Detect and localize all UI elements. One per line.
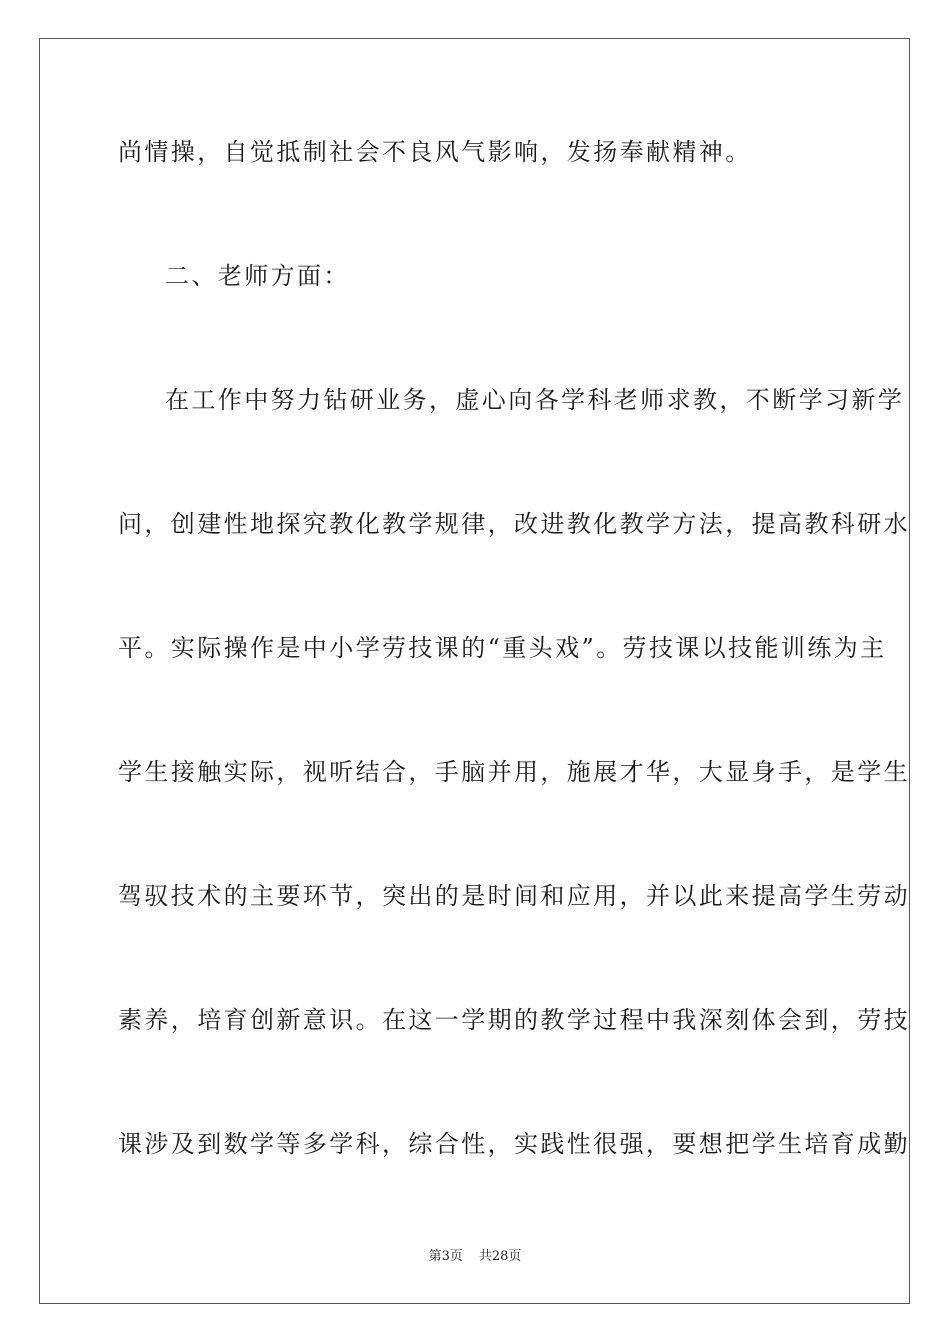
text-line-4: 问，创建性地探究教化教学规律，改进教化教学方法，提高教科研水	[118, 510, 910, 538]
page-footer	[0, 1248, 950, 1266]
section-heading: 二、老师方面：	[165, 262, 350, 290]
page-border	[39, 38, 910, 1304]
text-line-9: 课涉及到数学等多学科，综合性，实践性很强，要想把学生培育成勤	[118, 1130, 910, 1158]
text-line-5: 平。实际操作是中小学劳技课的“重头戏”。劳技课以技能训练为主	[118, 634, 887, 662]
text-line-1: 尚情操，自觉抵制社会不良风气影响，发扬奉献精神。	[118, 138, 752, 166]
page-total: 共28页	[478, 1249, 522, 1264]
text-line-7: 驾驭技术的主要环节，突出的是时间和应用，并以此来提高学生劳动	[118, 882, 910, 910]
text-line-3: 在工作中努力钻研业务，虚心向各学科老师求教，不断学习新学	[165, 386, 905, 414]
text-line-8: 素养，培育创新意识。在这一学期的教学过程中我深刻体会到，劳技	[118, 1006, 910, 1034]
page-number: 第3页	[428, 1249, 463, 1264]
text-line-6: 学生接触实际，视听结合，手脑并用，施展才华，大显身手，是学生	[118, 758, 910, 786]
